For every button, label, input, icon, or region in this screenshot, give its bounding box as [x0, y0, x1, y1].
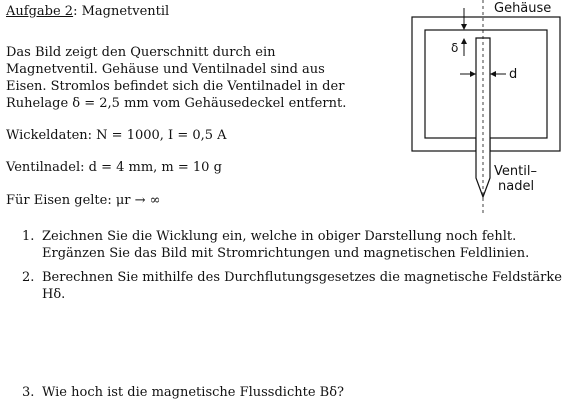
task-number: 3. [22, 385, 35, 400]
task-text: Berechnen Sie mithilfe des Durchflutungsgesetzes die magnetische Feldstärke Hδ. [42, 270, 562, 302]
task-text: Wie hoch ist die magnetische Flussdichte Bδ? [42, 385, 345, 400]
task-text: Zeichnen Sie die Wicklung ein, welche in obiger Darstellung noch fehlt. Ergänzen Sie das Bild mit Stromrichtungen und magnetischen Feldlinien. [42, 229, 530, 261]
d-label: d [509, 67, 518, 82]
delta-label: δ [451, 41, 459, 55]
intro-paragraph: Das Bild zeigt den Querschnitt durch ein Magnetventil. Gehäuse und Ventilnadel sind aus Eisen. Stromlos befindet sich die Ventilnadel in der Ruhelage δ = 2,5 mm vom Gehäusedeckel entfernt. [6, 45, 347, 111]
needle-label-line1: Ventil– [494, 164, 537, 179]
task-number: 1. [22, 229, 35, 244]
needle-label-line2: nadel [498, 179, 535, 194]
delta-arrow-top-head [461, 24, 467, 30]
task-title-rest: : Magnetventil [73, 4, 170, 19]
delta-arrow-bottom-head [461, 38, 467, 44]
d-arrow-left-head [470, 71, 476, 77]
task-number: 2. [22, 270, 35, 285]
needle-data: Ventilnadel: d = 4 mm, m = 10 g [6, 160, 222, 175]
iron-data: Für Eisen gelte: μr → ∞ [6, 193, 161, 208]
housing-label: Gehäuse [494, 1, 552, 16]
winding-data: Wickeldaten: N = 1000, I = 0,5 A [6, 128, 227, 143]
d-arrow-right-head [490, 71, 496, 77]
task-title-prefix: Aufgabe 2 [6, 4, 74, 19]
